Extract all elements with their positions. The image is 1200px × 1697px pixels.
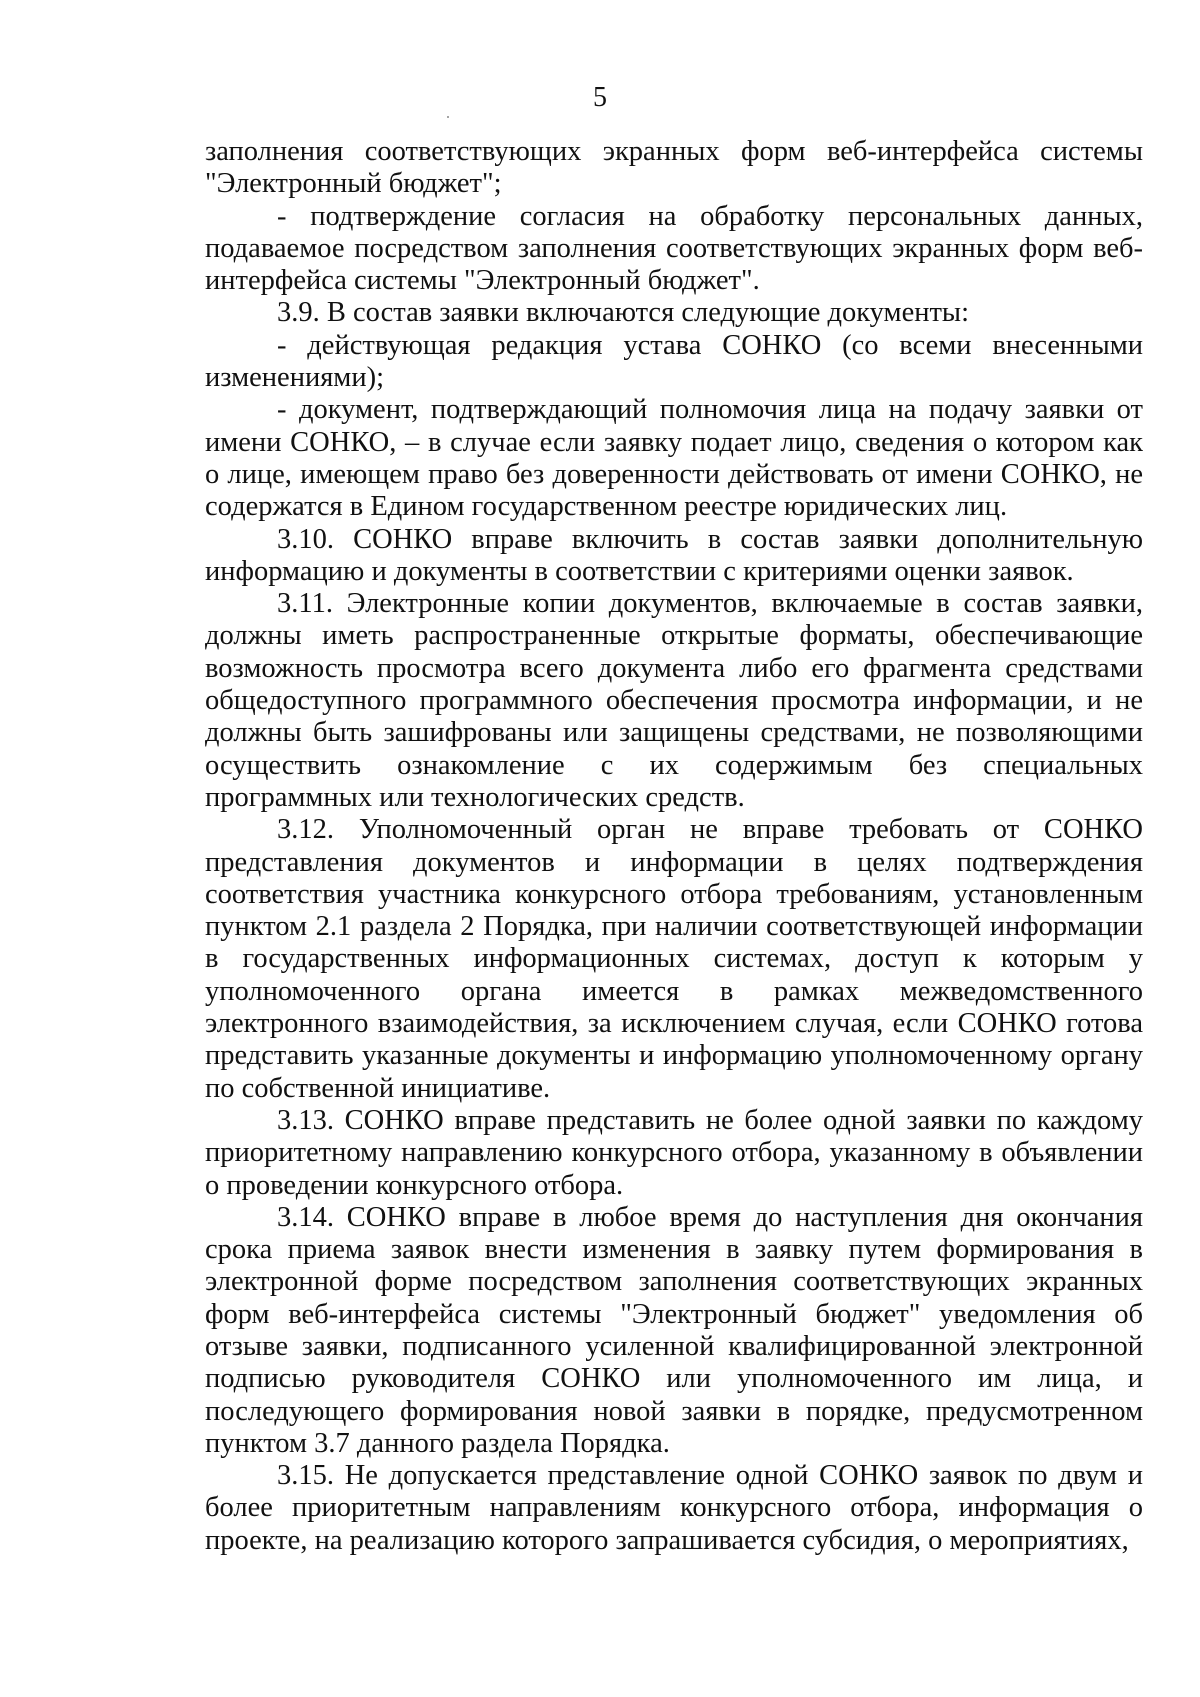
paragraph-3-14: 3.14. СОНКО вправе в любое время до наступления дня окончания срока приема заявок внести изменения в заявку путем формирования в электронной форме посредством заполнения соответствующих экранных форм веб-интерфейса системы "Электронный бюджет" уведомления об отзыве заявки, подписанного усиленной квалифицированной электронной подписью руководителя СОНКО или уполномоченного им лица, и последующего формирования новой заявки в порядке, предусмотренном пунктом 3.7 данного раздела Порядка. [205,1201,1143,1459]
paragraph-3-9-item-charter: - действующая редакция устава СОНКО (со всеми внесенными изменениями); [205,329,1143,394]
paragraph-3-11: 3.11. Электронные копии документов, включаемые в состав заявки, должны иметь распространенные открытые форматы, обеспечивающие возможность просмотра всего документа либо его фрагмента средствами общедоступного программного обеспечения просмотра информации, и не должны быть зашифрованы или защищены средствами, не позволяющими осуществить ознакомление с их содержимым без специальных программных или технологических средств. [205,588,1143,813]
paragraph-3-15: 3.15. Не допускается представление одной СОНКО заявок по двум и более приоритетным направлениям конкурсного отбора, информация о проекте, на реализацию которого запрашивается субсидия, о мероприятиях, [205,1460,1143,1556]
page-number: 5 [593,82,607,113]
paragraph-3-12: 3.12. Уполномоченный орган не вправе требовать от СОНКО представления документов и информации в целях подтверждения соответствия участника конкурсного отбора требованиям, установленным пунктом 2.1 раздела 2 Порядка, при наличии соответствующей информации в государственных информационных системах, доступ к которым у уполномоченного органа имеется в рамках межведомственного электронного взаимодействия, за исключением случая, если СОНКО готова представить указанные документы и информацию уполномоченному органу по собственной инициативе. [205,814,1143,1104]
paragraph-3-13: 3.13. СОНКО вправе представить не более одной заявки по каждому приоритетному направлению конкурсного отбора, указанному в объявлении о проведении конкурсного отбора. [205,1104,1143,1201]
paragraph-3-9: 3.9. В состав заявки включаются следующие документы: [277,297,970,329]
paragraph-3-9-item-authority: - документ, подтверждающий полномочия лица на подачу заявки от имени СОНКО, – в случае если заявку подает лицо, сведения о котором как о лице, имеющем право без доверенности действовать от имени СОНКО, не содержатся в Едином государственном реестре юридических лиц. [205,394,1143,523]
document-body [205,136,1143,1557]
paragraph-consent-item: - подтверждение согласия на обработку персональных данных, подаваемое посредством заполнения соответствующих экранных форм веб-интерфейса системы "Электронный бюджет". [205,200,1143,297]
scan-speck [447,116,449,118]
paragraph-continuation: заполнения соответствующих экранных форм веб-интерфейса системы "Электронный бюджет"; [205,136,1143,200]
paragraph-3-10: 3.10. СОНКО вправе включить в состав заявки дополнительную информацию и документы в соответствии с критериями оценки заявок. [205,523,1143,587]
